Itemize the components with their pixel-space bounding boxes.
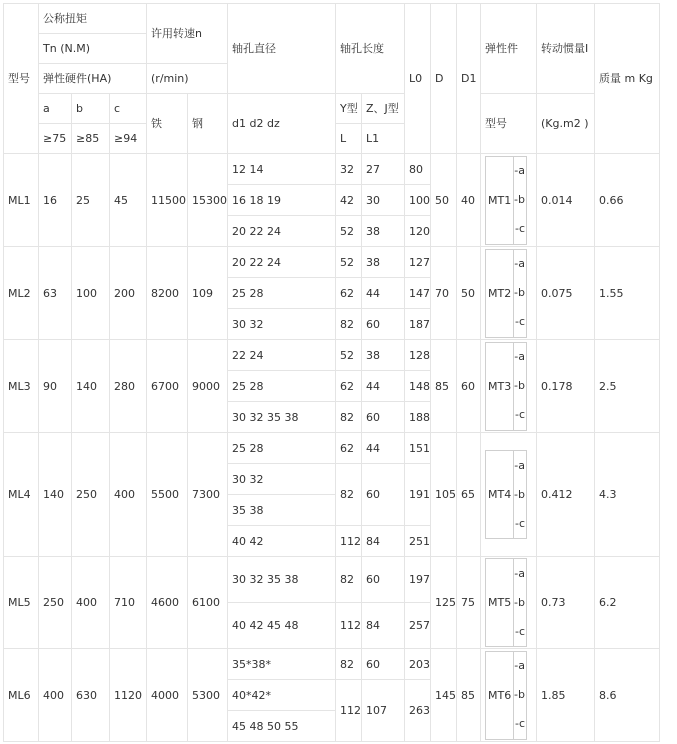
length-L: 112: [336, 680, 362, 742]
dim-D: 50: [431, 154, 457, 247]
bore-cell: 35 38: [228, 495, 336, 526]
length-L: 82: [336, 402, 362, 433]
speed-steel: 5300: [188, 649, 228, 742]
torque-a: 63: [39, 247, 72, 340]
dim-D: 125: [431, 557, 457, 649]
length-L0: 100: [405, 185, 431, 216]
elastic-part-box: [485, 156, 527, 245]
header-torque-unit: Tn (N.M): [39, 34, 147, 64]
length-L1: 84: [362, 603, 405, 649]
length-L1: 60: [362, 402, 405, 433]
elastic-sub-c: -c: [514, 315, 525, 328]
bore-cell: 40*42*: [228, 680, 336, 711]
length-L: 52: [336, 216, 362, 247]
elastic-cell: [481, 154, 537, 247]
bore-cell: 40 42 45 48: [228, 603, 336, 649]
bore-cell: 30 32 35 38: [228, 557, 336, 603]
length-L: 82: [336, 557, 362, 603]
bore-cell: 20 22 24: [228, 216, 336, 247]
torque-c: 1120: [110, 649, 147, 742]
mass-value: 4.3: [595, 433, 660, 557]
elastic-sub-c: -c: [514, 408, 525, 421]
header-mass: 质量 m Kg: [595, 4, 660, 154]
row-model: ML3: [4, 340, 39, 433]
dim-D: 105: [431, 433, 457, 557]
length-L1: 38: [362, 340, 405, 371]
torque-b: 25: [72, 154, 110, 247]
length-L1: 60: [362, 464, 405, 526]
bore-cell: 30 32: [228, 309, 336, 340]
header-speed-title: 许用转速n: [147, 4, 228, 64]
row-model: ML2: [4, 247, 39, 340]
elastic-cell: [481, 433, 537, 557]
row-model: ML6: [4, 649, 39, 742]
elastic-sub-a: -a: [514, 566, 525, 580]
inertia-value: 0.178: [537, 340, 595, 433]
torque-c: 710: [110, 557, 147, 649]
elastic-sub-b: -b: [514, 286, 525, 299]
elastic-sub-b: -b: [514, 487, 525, 501]
bore-cell: 30 32: [228, 464, 336, 495]
length-L: 82: [336, 649, 362, 680]
speed-iron: 4600: [147, 557, 188, 649]
coupling-spec-table: [3, 3, 660, 742]
bore-cell: 25 28: [228, 433, 336, 464]
speed-steel: 6100: [188, 557, 228, 649]
speed-iron: 8200: [147, 247, 188, 340]
length-L: 112: [336, 603, 362, 649]
length-L1: 27: [362, 154, 405, 185]
speed-steel: 109: [188, 247, 228, 340]
length-L: 52: [336, 340, 362, 371]
torque-a: 140: [39, 433, 72, 557]
bore-cell: 45 48 50 55: [228, 711, 336, 742]
mass-value: 1.55: [595, 247, 660, 340]
length-L0: 148: [405, 371, 431, 402]
inertia-value: 0.412: [537, 433, 595, 557]
elastic-sub-c: -c: [514, 717, 525, 730]
elastic-sub-a: -a: [514, 458, 525, 472]
header-L1: L1: [362, 124, 405, 154]
header-inertia-unit: (Kg.m2 ): [537, 94, 595, 154]
header-b-range: ≥85: [72, 124, 110, 154]
header-D1: D1: [457, 4, 481, 154]
header-hardness: 弹性硬件(HA): [39, 64, 147, 94]
elastic-part-model: MT6: [486, 652, 514, 739]
length-L1: 44: [362, 371, 405, 402]
dim-D: 85: [431, 340, 457, 433]
header-hub-length: 轴孔长度: [336, 4, 405, 94]
bore-cell: 30 32 35 38: [228, 402, 336, 433]
bore-cell: 40 42: [228, 526, 336, 557]
length-L0: 188: [405, 402, 431, 433]
bore-cell: 35*38*: [228, 649, 336, 680]
torque-a: 400: [39, 649, 72, 742]
mass-value: 8.6: [595, 649, 660, 742]
length-L1: 38: [362, 247, 405, 278]
elastic-sub-b: -b: [514, 595, 525, 609]
bore-cell: 12 14: [228, 154, 336, 185]
inertia-value: 1.85: [537, 649, 595, 742]
elastic-cell: [481, 557, 537, 649]
torque-a: 16: [39, 154, 72, 247]
header-bore: 轴孔直径: [228, 4, 336, 94]
torque-b: 100: [72, 247, 110, 340]
speed-iron: 6700: [147, 340, 188, 433]
header-c-range: ≥94: [110, 124, 147, 154]
elastic-sub-a: -a: [514, 350, 525, 363]
torque-c: 45: [110, 154, 147, 247]
header-iron: 铁: [147, 94, 188, 154]
header-inertia: 转动惯量I: [537, 4, 595, 94]
dim-D1: 75: [457, 557, 481, 649]
elastic-cell: [481, 649, 537, 742]
length-L0: 127: [405, 247, 431, 278]
elastic-sub-b: -b: [514, 379, 525, 392]
dim-D1: 85: [457, 649, 481, 742]
mass-value: 2.5: [595, 340, 660, 433]
length-L: 62: [336, 371, 362, 402]
speed-steel: 15300: [188, 154, 228, 247]
length-L1: 44: [362, 433, 405, 464]
length-L1: 44: [362, 278, 405, 309]
length-L1: 60: [362, 309, 405, 340]
speed-iron: 11500: [147, 154, 188, 247]
elastic-part-model: MT4: [486, 451, 514, 538]
length-L0: 120: [405, 216, 431, 247]
speed-iron: 4000: [147, 649, 188, 742]
header-a: a: [39, 94, 72, 124]
torque-c: 280: [110, 340, 147, 433]
dim-D1: 60: [457, 340, 481, 433]
elastic-sub-c: -c: [514, 516, 525, 530]
length-L: 82: [336, 309, 362, 340]
length-L0: 263: [405, 680, 431, 742]
elastic-part-box: [485, 558, 527, 647]
inertia-value: 0.075: [537, 247, 595, 340]
torque-a: 90: [39, 340, 72, 433]
dim-D1: 50: [457, 247, 481, 340]
length-L0: 257: [405, 603, 431, 649]
inertia-value: 0.73: [537, 557, 595, 649]
elastic-sub-a: -a: [514, 659, 525, 672]
length-L: 62: [336, 278, 362, 309]
length-L0: 203: [405, 649, 431, 680]
row-model: ML5: [4, 557, 39, 649]
header-D: D: [431, 4, 457, 154]
elastic-part-model: MT5: [486, 559, 514, 646]
length-L: 42: [336, 185, 362, 216]
length-L1: 60: [362, 557, 405, 603]
speed-steel: 9000: [188, 340, 228, 433]
dim-D1: 40: [457, 154, 481, 247]
mass-value: 0.66: [595, 154, 660, 247]
torque-b: 400: [72, 557, 110, 649]
elastic-part-model: MT1: [486, 157, 514, 244]
bore-cell: 25 28: [228, 278, 336, 309]
torque-b: 630: [72, 649, 110, 742]
length-L: 32: [336, 154, 362, 185]
elastic-part-model: MT3: [486, 343, 514, 430]
length-L0: 151: [405, 433, 431, 464]
bore-cell: 22 24: [228, 340, 336, 371]
elastic-part-box: [485, 249, 527, 338]
elastic-sub-c: -c: [514, 624, 525, 638]
torque-a: 250: [39, 557, 72, 649]
length-L0: 197: [405, 557, 431, 603]
length-L1: 107: [362, 680, 405, 742]
elastic-part-box: [485, 450, 527, 539]
elastic-cell: [481, 247, 537, 340]
header-elastic: 弹性件: [481, 4, 537, 94]
elastic-part-box: [485, 651, 527, 740]
bore-cell: 25 28: [228, 371, 336, 402]
length-L0: 251: [405, 526, 431, 557]
torque-c: 200: [110, 247, 147, 340]
header-L0: L0: [405, 4, 431, 154]
inertia-value: 0.014: [537, 154, 595, 247]
elastic-part-box: [485, 342, 527, 431]
torque-b: 140: [72, 340, 110, 433]
length-L1: 38: [362, 216, 405, 247]
dim-D: 70: [431, 247, 457, 340]
header-torque-title: 公称扭矩: [39, 4, 147, 34]
speed-iron: 5500: [147, 433, 188, 557]
length-L0: 147: [405, 278, 431, 309]
length-L: 62: [336, 433, 362, 464]
torque-b: 250: [72, 433, 110, 557]
row-model: ML1: [4, 154, 39, 247]
elastic-part-model: MT2: [486, 250, 514, 337]
elastic-sub-c: -c: [514, 222, 525, 235]
mass-value: 6.2: [595, 557, 660, 649]
length-L0: 80: [405, 154, 431, 185]
elastic-sub-b: -b: [514, 688, 525, 701]
length-L0: 128: [405, 340, 431, 371]
header-b: b: [72, 94, 110, 124]
elastic-sub-a: -a: [514, 257, 525, 270]
length-L0: 191: [405, 464, 431, 526]
dim-D: 145: [431, 649, 457, 742]
header-model: 型号: [4, 4, 39, 154]
bore-cell: 20 22 24: [228, 247, 336, 278]
elastic-sub-b: -b: [514, 193, 525, 206]
header-y-type: Y型: [336, 94, 362, 124]
elastic-cell: [481, 340, 537, 433]
row-model: ML4: [4, 433, 39, 557]
header-a-range: ≥75: [39, 124, 72, 154]
elastic-sub-a: -a: [514, 164, 525, 177]
bore-cell: 16 18 19: [228, 185, 336, 216]
torque-c: 400: [110, 433, 147, 557]
header-L: L: [336, 124, 362, 154]
length-L: 112: [336, 526, 362, 557]
length-L0: 187: [405, 309, 431, 340]
header-zj-type: Z、J型: [362, 94, 405, 124]
length-L: 82: [336, 464, 362, 526]
length-L1: 60: [362, 649, 405, 680]
length-L1: 30: [362, 185, 405, 216]
speed-steel: 7300: [188, 433, 228, 557]
header-steel: 钢: [188, 94, 228, 154]
header-bore-sub: d1 d2 dz: [228, 94, 336, 154]
header-c: c: [110, 94, 147, 124]
length-L1: 84: [362, 526, 405, 557]
header-elastic-model: 型号: [481, 94, 537, 154]
dim-D1: 65: [457, 433, 481, 557]
length-L: 52: [336, 247, 362, 278]
header-speed-unit: (r/min): [147, 64, 228, 94]
